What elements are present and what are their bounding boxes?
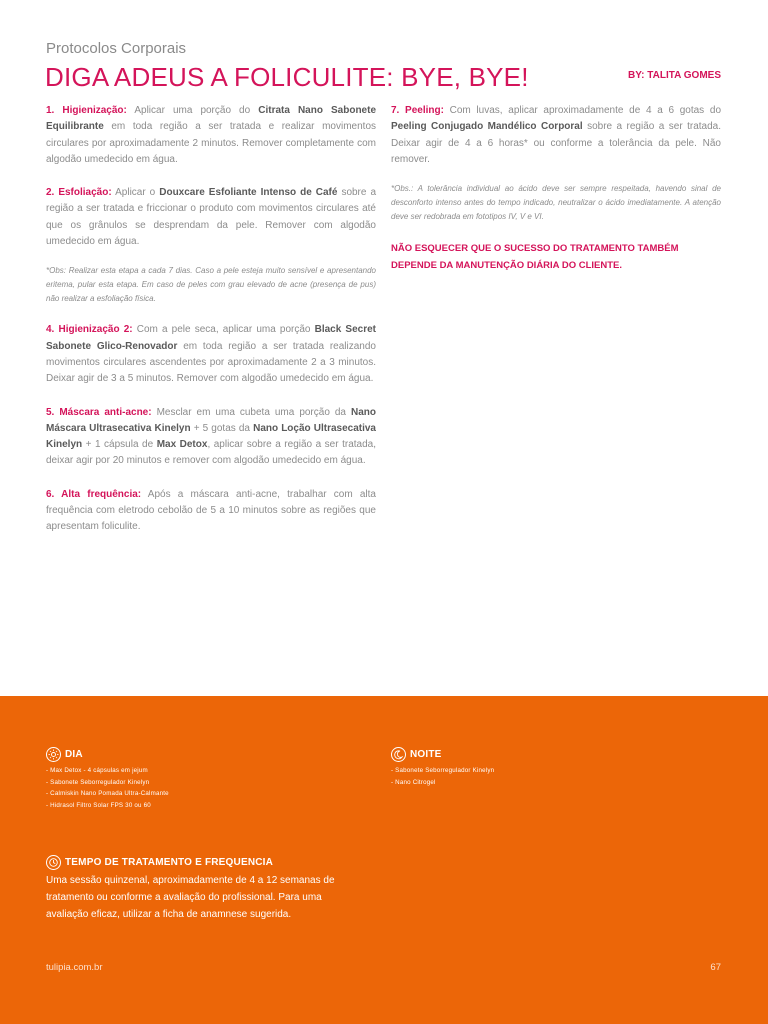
step-2 (46, 185, 376, 250)
step-5-product-2: Nano Loção Ultrasecativa Kinelyn (46, 422, 376, 451)
step-7-label: 7. Peeling: (391, 105, 444, 116)
day-routine-list (46, 765, 346, 811)
treatment-duration-text: Uma sessão quinzenal, aproximadamente de 4 a 12 semanas de tratamento ou conforme a avaliação do profissional. Para uma avaliação eficaz, utilizar a ficha de anamnese sugerida. (46, 875, 335, 920)
day-routine (46, 747, 346, 811)
step-5-product-3: Max Detox (156, 439, 208, 451)
right-column (391, 103, 721, 274)
step-6 (46, 487, 376, 536)
sun-icon (46, 747, 61, 762)
step-5-text-3: + 1 cápsula de (82, 439, 157, 451)
step-1 (46, 103, 376, 168)
moon-icon (391, 747, 406, 762)
step-5-product-1: Nano Máscara Ultrasecativa Kinelyn (46, 406, 376, 434)
step-4-product: Black Secret Sabonete Glico-Renovador (46, 324, 376, 352)
step-5-text-2: + 5 gotas da (190, 422, 254, 434)
step-7-product: Peeling Conjugado Mandélico Corporal (391, 121, 583, 133)
list-item: - Nano Citrogel (391, 778, 436, 786)
section-kicker: Protocolos Corporais (46, 40, 187, 57)
step-5-label: 5. Máscara anti-acne: (46, 406, 152, 418)
night-routine-title: NOITE (410, 749, 442, 760)
step-2-product: Douxcare Esfoliante Intenso de Café (159, 187, 338, 199)
clock-icon (46, 855, 61, 870)
treatment-duration (46, 855, 376, 923)
step-1-label: 1. Higienização: (46, 105, 127, 116)
list-item: - Sabonete Seborregulador Kinelyn (46, 778, 150, 786)
list-item: - Hidrasol Filtro Solar FPS 30 ou 60 (46, 801, 151, 809)
list-item: - Calmiskin Nano Pomada Ultra-Calmante (46, 790, 169, 798)
night-routine-list (391, 765, 691, 788)
step-2-text: Aplicar o (111, 187, 160, 199)
step-1-product: Citrata Nano Sabonete Equilibrante (46, 105, 377, 133)
step-2-text-2: sobre a região a ser tratada e friccionar o produto com movimentos circulares até que os grânulos se desprendam da pele. Remover com algodão umedecido em água. (46, 187, 377, 248)
step-5 (46, 405, 376, 470)
step-1-text: Aplicar uma porção do (126, 105, 259, 116)
step-4-label: 4. Higienização 2: (46, 324, 133, 336)
page-title: DIGA ADEUS A FOLICULITE: BYE, BYE! (45, 62, 529, 92)
maintenance-warning: NÃO ESQUECER QUE O SUCESSO DO TRATAMENTO TAMBÉM DEPENDE DA MANUTENÇÃO DIÁRIA DO CLIENTE. (391, 243, 679, 272)
step-4 (46, 322, 376, 387)
step-6-label: 6. Alta frequência: (46, 488, 142, 500)
author-byline: BY: TALITA GOMES (628, 70, 721, 81)
night-routine (391, 747, 691, 788)
peeling-note: *Obs.: A tolerância individual ao ácido deve ser sempre respeitada, havendo sinal de desconforto intenso antes do tempo indicado, neutralizar o ácido imediatamente. A atenção deve ser redobrada em fototipos IV, V e VI. (391, 184, 721, 222)
step-7-text: Com luvas, aplicar aproximadamente de 4 a 6 gotas do (443, 105, 722, 116)
step-4-text: Com a pele seca, aplicar uma porção (132, 324, 315, 336)
step-6-text: Após a máscara anti-acne, trabalhar com alta frequência com eletrodo cebolão de 5 a 10 minutos sobre as regiões que apresentam foliculite. (46, 488, 376, 533)
step-7 (391, 103, 721, 168)
list-item: - Max Detox - 4 cápsulas em jejum (46, 767, 148, 774)
step-5-text-4: , aplicar sobre a região a ser tratada, deixar agir por 20 minutos e remover com algodão umedecido em água. (46, 439, 376, 467)
step-5-text: Mesclar em uma cubeta uma porção da (151, 406, 351, 418)
day-routine-header (46, 747, 346, 762)
list-item: - Sabonete Seborregulador Kinelyn (391, 767, 495, 774)
night-routine-header (391, 747, 691, 762)
treatment-duration-header (46, 855, 376, 870)
page-number: 67 (710, 962, 721, 973)
site-url: tulipia.com.br (46, 962, 103, 973)
step-7-text-2: sobre a região a ser tratada. Deixar agir de 4 a 6 horas* ou conforme a tolerância da pele. Não remover. (391, 121, 721, 165)
day-routine-title: DIA (65, 749, 83, 760)
step-1-text-2: em toda região a ser tratada e realizar movimentos circulares por aproximadamente 2 minutos. Remover completamente com algodão umedecido em água. (46, 121, 376, 165)
left-column (46, 103, 376, 553)
step-2-label: 2. Esfoliação: (46, 187, 112, 199)
treatment-duration-title: TEMPO DE TRATAMENTO E FREQUENCIA (65, 857, 274, 868)
step-4-text-2: em toda região a ser tratada realizando movimentos circulares ascendentes por aproximadamente 2 a 3 minutos. Deixar agir de 3 a 5 minutos. Remover com algodão umedecido em água. (46, 340, 376, 385)
exfoliation-note: *Obs: Realizar esta etapa a cada 7 dias. Caso a pele esteja muito sensível e apresentando eritema, pular esta etapa. Em caso de peles com grau elevado de acne (presença de pus) não realizar a esfoliação física. (46, 266, 376, 304)
home-care-band (0, 696, 768, 1024)
